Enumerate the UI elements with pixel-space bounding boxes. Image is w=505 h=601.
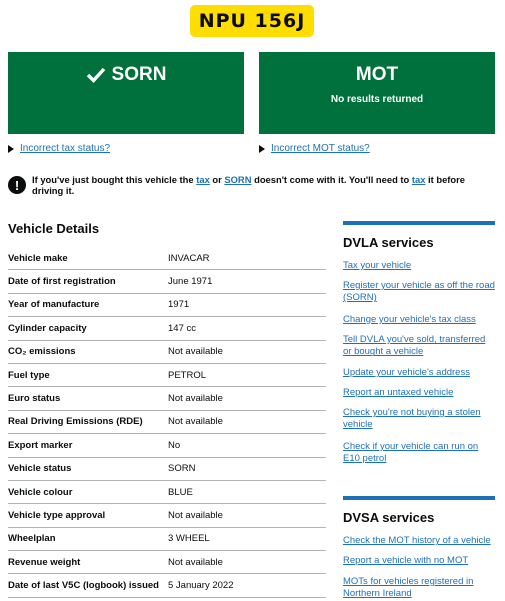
warning-text xyxy=(32,174,498,196)
row-label: Revenue weight xyxy=(8,556,81,568)
incorrect-tax-label: Incorrect tax status? xyxy=(20,143,111,154)
row-value: Not available xyxy=(168,393,223,405)
dvsa-services-title: DVSA services xyxy=(343,510,435,525)
mot-status-panel xyxy=(259,52,495,134)
row-value: 5 January 2022 xyxy=(168,580,234,592)
table-row xyxy=(8,411,326,434)
dvla-link-tax-class[interactable]: Change your vehicle's tax class xyxy=(343,314,476,325)
vehicle-details-table xyxy=(8,247,326,598)
row-value: Not available xyxy=(168,416,223,428)
warning-message xyxy=(8,174,498,196)
table-row xyxy=(8,364,326,387)
incorrect-mot-label: Incorrect MOT status? xyxy=(271,143,370,154)
dvla-link-stolen[interactable]: Check you're not buying a stolen vehicle xyxy=(343,407,481,431)
dvla-services-title: DVLA services xyxy=(343,235,434,250)
registration-plate: NPU 156J xyxy=(190,5,314,37)
row-value: PETROL xyxy=(168,369,207,381)
dvsa-link-mot-history[interactable]: Check the MOT history of a vehicle xyxy=(343,535,491,546)
table-row xyxy=(8,481,326,504)
table-row xyxy=(8,434,326,457)
table-row xyxy=(8,574,326,597)
row-label: Vehicle status xyxy=(8,463,72,475)
row-label: Cylinder capacity xyxy=(8,322,87,334)
table-row xyxy=(8,551,326,574)
row-value: No xyxy=(168,439,181,451)
table-row xyxy=(8,270,326,293)
dvla-link-sold[interactable]: Tell DVLA you've sold, transferred or bought a vehicle xyxy=(343,334,486,358)
row-value: INVACAR xyxy=(168,252,210,264)
mot-title: MOT xyxy=(355,64,399,85)
dvla-link-tax[interactable]: Tax your vehicle xyxy=(343,260,412,271)
dvla-link-e10[interactable]: Check if your vehicle can run on E10 petrol xyxy=(343,441,479,465)
table-row xyxy=(8,387,326,410)
section-bar xyxy=(343,221,495,225)
dvsa-services xyxy=(343,496,495,600)
mot-subtitle: No results returned xyxy=(330,94,424,105)
warning-text-part: or xyxy=(209,174,225,185)
table-row xyxy=(8,247,326,270)
row-label: Year of manufacture xyxy=(8,299,100,311)
row-label: Fuel type xyxy=(8,369,50,381)
dvla-services xyxy=(343,221,495,465)
row-value: 1971 xyxy=(168,299,190,311)
table-row xyxy=(8,341,326,364)
tax-link[interactable]: tax xyxy=(196,174,210,185)
row-label: Wheelplan xyxy=(8,533,56,545)
table-row xyxy=(8,317,326,340)
vehicle-details-title: Vehicle Details xyxy=(8,221,100,236)
sorn-link[interactable]: SORN xyxy=(224,174,252,185)
row-label: Date of last V5C (logbook) issued xyxy=(8,580,159,592)
row-label: Vehicle make xyxy=(8,252,68,264)
table-row xyxy=(8,528,326,551)
dvsa-link-ni-mot[interactable]: MOTs for vehicles registered in Northern Ireland xyxy=(343,576,474,600)
tax-status-panel xyxy=(8,52,244,134)
row-value: Not available xyxy=(168,556,223,568)
row-value: 3 WHEEL xyxy=(168,533,210,545)
dvla-link-untaxed[interactable]: Report an untaxed vehicle xyxy=(343,387,454,398)
row-label: Real Driving Emissions (RDE) xyxy=(8,416,143,428)
row-label: Export marker xyxy=(8,439,73,451)
section-bar xyxy=(343,496,495,500)
row-label: CO₂ emissions xyxy=(8,346,76,358)
row-value: 147 cc xyxy=(168,322,196,334)
tick-icon xyxy=(86,65,106,85)
table-row xyxy=(8,458,326,481)
row-value: SORN xyxy=(168,463,196,475)
row-label: Vehicle colour xyxy=(8,486,73,498)
warning-text-part: doesn't come with it. You'll need to xyxy=(251,174,412,185)
row-label: Euro status xyxy=(8,393,61,405)
warning-text-part: If you've just bought this vehicle the xyxy=(32,174,197,185)
tax-status-title xyxy=(8,64,244,86)
warning-text-part: it before driving it. xyxy=(32,174,466,196)
row-value: Not available xyxy=(168,346,223,358)
tax-status-label: SORN xyxy=(111,64,167,85)
row-label: Date of first registration xyxy=(8,276,116,288)
dvla-link-address[interactable]: Update your vehicle's address xyxy=(343,367,470,378)
row-value: June 1971 xyxy=(168,276,213,288)
table-row xyxy=(8,504,326,527)
triangle-right-icon xyxy=(259,145,265,153)
tax-link-2[interactable]: tax xyxy=(411,174,426,185)
incorrect-tax-link[interactable] xyxy=(8,143,110,154)
triangle-right-icon xyxy=(8,145,14,153)
dvla-link-sorn[interactable]: Register your vehicle as off the road (SORN) xyxy=(343,280,495,304)
exclamation-icon: ! xyxy=(8,176,26,194)
row-value: Not available xyxy=(168,509,223,521)
dvsa-link-no-mot[interactable]: Report a vehicle with no MOT xyxy=(343,555,469,566)
row-label: Vehicle type approval xyxy=(8,509,106,521)
incorrect-mot-link[interactable] xyxy=(259,143,370,154)
row-value: BLUE xyxy=(168,486,193,498)
table-row xyxy=(8,294,326,317)
